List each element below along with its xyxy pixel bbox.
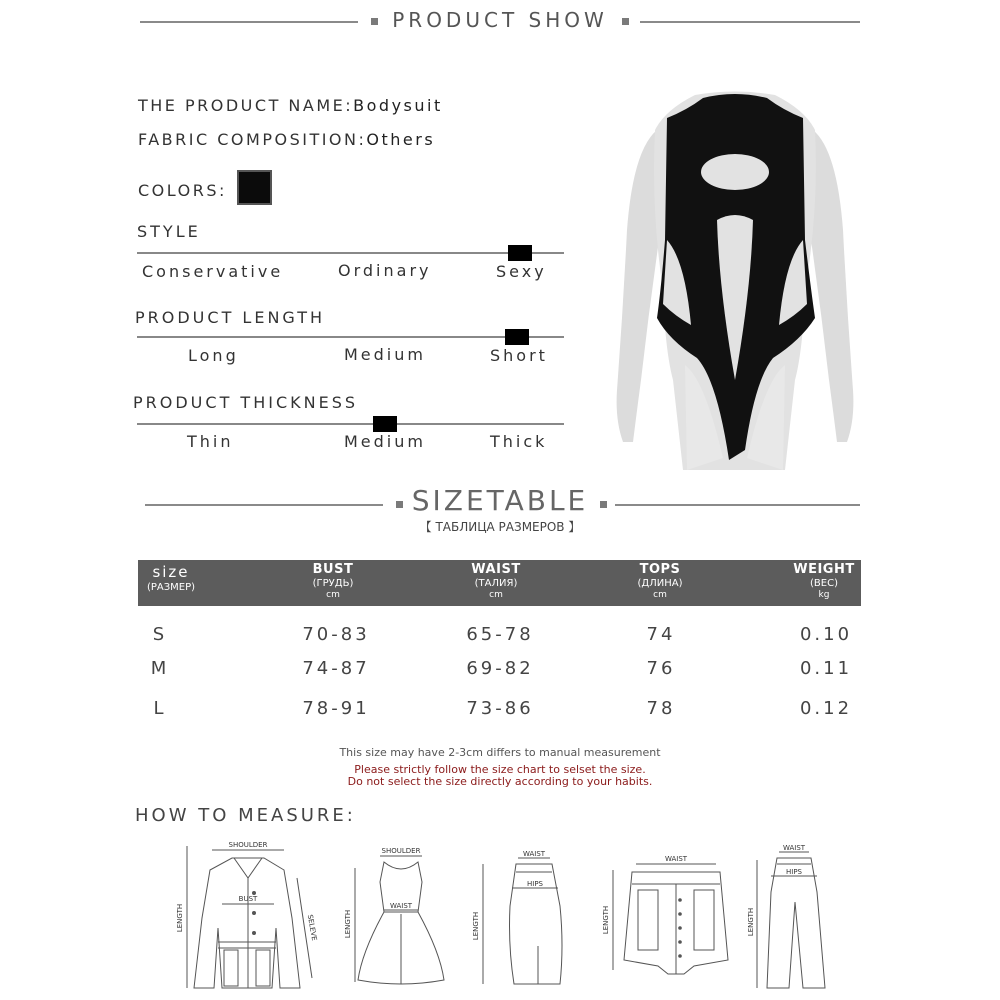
skirt-waist-label: WAIST <box>522 850 546 858</box>
color-swatch-black[interactable] <box>237 170 272 205</box>
th-weight-unit: kg <box>818 590 830 600</box>
how-to-measure-title: HOW TO MEASURE: <box>135 805 356 826</box>
cell-l-bust: 78-91 <box>302 698 370 719</box>
cell-m-size: M <box>150 658 170 679</box>
cell-s-waist: 65-78 <box>466 624 534 645</box>
th-waist-ru: (ТАЛИЯ) <box>474 578 518 589</box>
pants-hips-label: HIPS <box>786 868 802 876</box>
length-label-short: Short <box>490 346 548 365</box>
th-tops-unit: cm <box>653 590 667 600</box>
note-measurement: This size may have 2-3cm differs to manual measurement <box>339 746 661 759</box>
note-follow-chart: Please strictly follow the size chart to selset the size. <box>354 763 646 776</box>
shorts-waist-label: WAIST <box>664 855 688 863</box>
length-scale-marker <box>505 329 529 345</box>
th-waist-main: WAIST <box>471 562 521 577</box>
style-label-conservative: Conservative <box>142 262 284 281</box>
cell-s-weight: 0.10 <box>799 624 853 645</box>
skirt-diagram <box>468 846 578 992</box>
th-tops-ru: (ДЛИНА) <box>637 578 683 589</box>
sizetable-square-right <box>600 501 607 508</box>
product-name-value: Bodysuit <box>353 96 443 115</box>
note-habits: Do not select the size directly according to your habits. <box>347 775 653 788</box>
dress-waist-label: WAIST <box>389 902 413 910</box>
sizetable-subtitle: 【 ТАБЛИЦА РАЗМЕРОВ 】 <box>419 520 581 534</box>
dress-diagram <box>340 842 450 992</box>
length-label-long: Long <box>188 346 239 365</box>
bodysuit-chest-cutout <box>701 154 769 190</box>
style-scale-line <box>137 252 564 254</box>
style-label-sexy: Sexy <box>496 262 547 281</box>
th-weight-ru: (ВЕС) <box>810 578 838 589</box>
th-waist-unit: cm <box>489 590 503 600</box>
fabric-row <box>138 130 435 149</box>
th-tops <box>620 562 700 601</box>
product-name-label: THE PRODUCT NAME: <box>138 96 354 115</box>
length-scale-line <box>137 336 564 338</box>
style-title: STYLE <box>137 222 201 241</box>
sizetable-title: SIZETABLE <box>411 484 589 517</box>
cell-m-bust: 74-87 <box>302 658 370 679</box>
th-bust <box>293 562 373 601</box>
jacket-sleeve-label: SELEVE <box>305 913 319 942</box>
page-title: PRODUCT SHOW <box>392 8 608 32</box>
fabric-value: Others <box>366 130 436 149</box>
header-square-right <box>622 18 629 25</box>
cell-m-weight: 0.11 <box>799 658 853 679</box>
sizetable-rule-left <box>145 504 383 506</box>
th-size-main: size <box>152 563 190 581</box>
product-photo <box>605 90 865 470</box>
style-scale-marker <box>508 245 532 261</box>
cell-l-waist: 73-86 <box>466 698 534 719</box>
thickness-scale-marker <box>373 416 397 432</box>
pants-length-label: LENGTH <box>747 907 755 937</box>
pants-waist-label: WAIST <box>782 844 806 852</box>
thickness-title: PRODUCT THICKNESS <box>133 393 358 412</box>
cell-l-tops: 78 <box>646 698 676 719</box>
shorts-diagram <box>598 850 738 980</box>
cell-s-bust: 70-83 <box>302 624 370 645</box>
size-table-header <box>138 560 861 606</box>
cell-m-waist: 69-82 <box>466 658 534 679</box>
th-bust-main: BUST <box>312 562 354 577</box>
jacket-diagram <box>172 838 322 998</box>
cell-s-tops: 74 <box>646 624 676 645</box>
header-rule-right <box>640 21 860 23</box>
jacket-shoulder-label: SHOULDER <box>228 841 268 849</box>
th-weight <box>784 562 864 601</box>
sizetable-rule-right <box>615 504 860 506</box>
product-name-row <box>138 96 443 115</box>
jacket-length-label: LENGTH <box>176 903 184 933</box>
thickness-label-thick: Thick <box>490 432 548 451</box>
pants-diagram <box>745 842 835 994</box>
skirt-hips-label: HIPS <box>527 880 543 888</box>
skirt-length-label: LENGTH <box>472 911 480 941</box>
dress-shoulder-label: SHOULDER <box>381 847 421 855</box>
length-title: PRODUCT LENGTH <box>135 308 326 327</box>
length-label-medium: Medium <box>344 345 426 364</box>
th-bust-unit: cm <box>326 590 340 600</box>
header-rule-left <box>140 21 358 23</box>
cell-l-size: L <box>153 698 167 719</box>
colors-label: COLORS: <box>138 181 227 200</box>
dress-length-label: LENGTH <box>344 909 352 939</box>
header-square-left <box>371 18 378 25</box>
th-waist <box>456 562 536 601</box>
th-size-ru: (РАЗМЕР) <box>146 582 196 593</box>
shorts-length-label: LENGTH <box>602 905 610 935</box>
th-weight-main: WEIGHT <box>793 562 855 577</box>
th-tops-main: TOPS <box>639 562 681 577</box>
style-label-ordinary: Ordinary <box>338 261 432 280</box>
thickness-label-thin: Thin <box>187 432 234 451</box>
cell-m-tops: 76 <box>646 658 676 679</box>
fabric-label: FABRIC COMPOSITION: <box>138 130 367 149</box>
cell-l-weight: 0.12 <box>799 698 853 719</box>
cell-s-size: S <box>152 624 168 645</box>
th-bust-ru: (ГРУДЬ) <box>312 578 354 589</box>
th-size <box>138 563 204 594</box>
jacket-bust-label: BUST <box>238 895 258 903</box>
thickness-scale-line <box>137 423 564 425</box>
thickness-label-medium: Medium <box>344 432 426 451</box>
